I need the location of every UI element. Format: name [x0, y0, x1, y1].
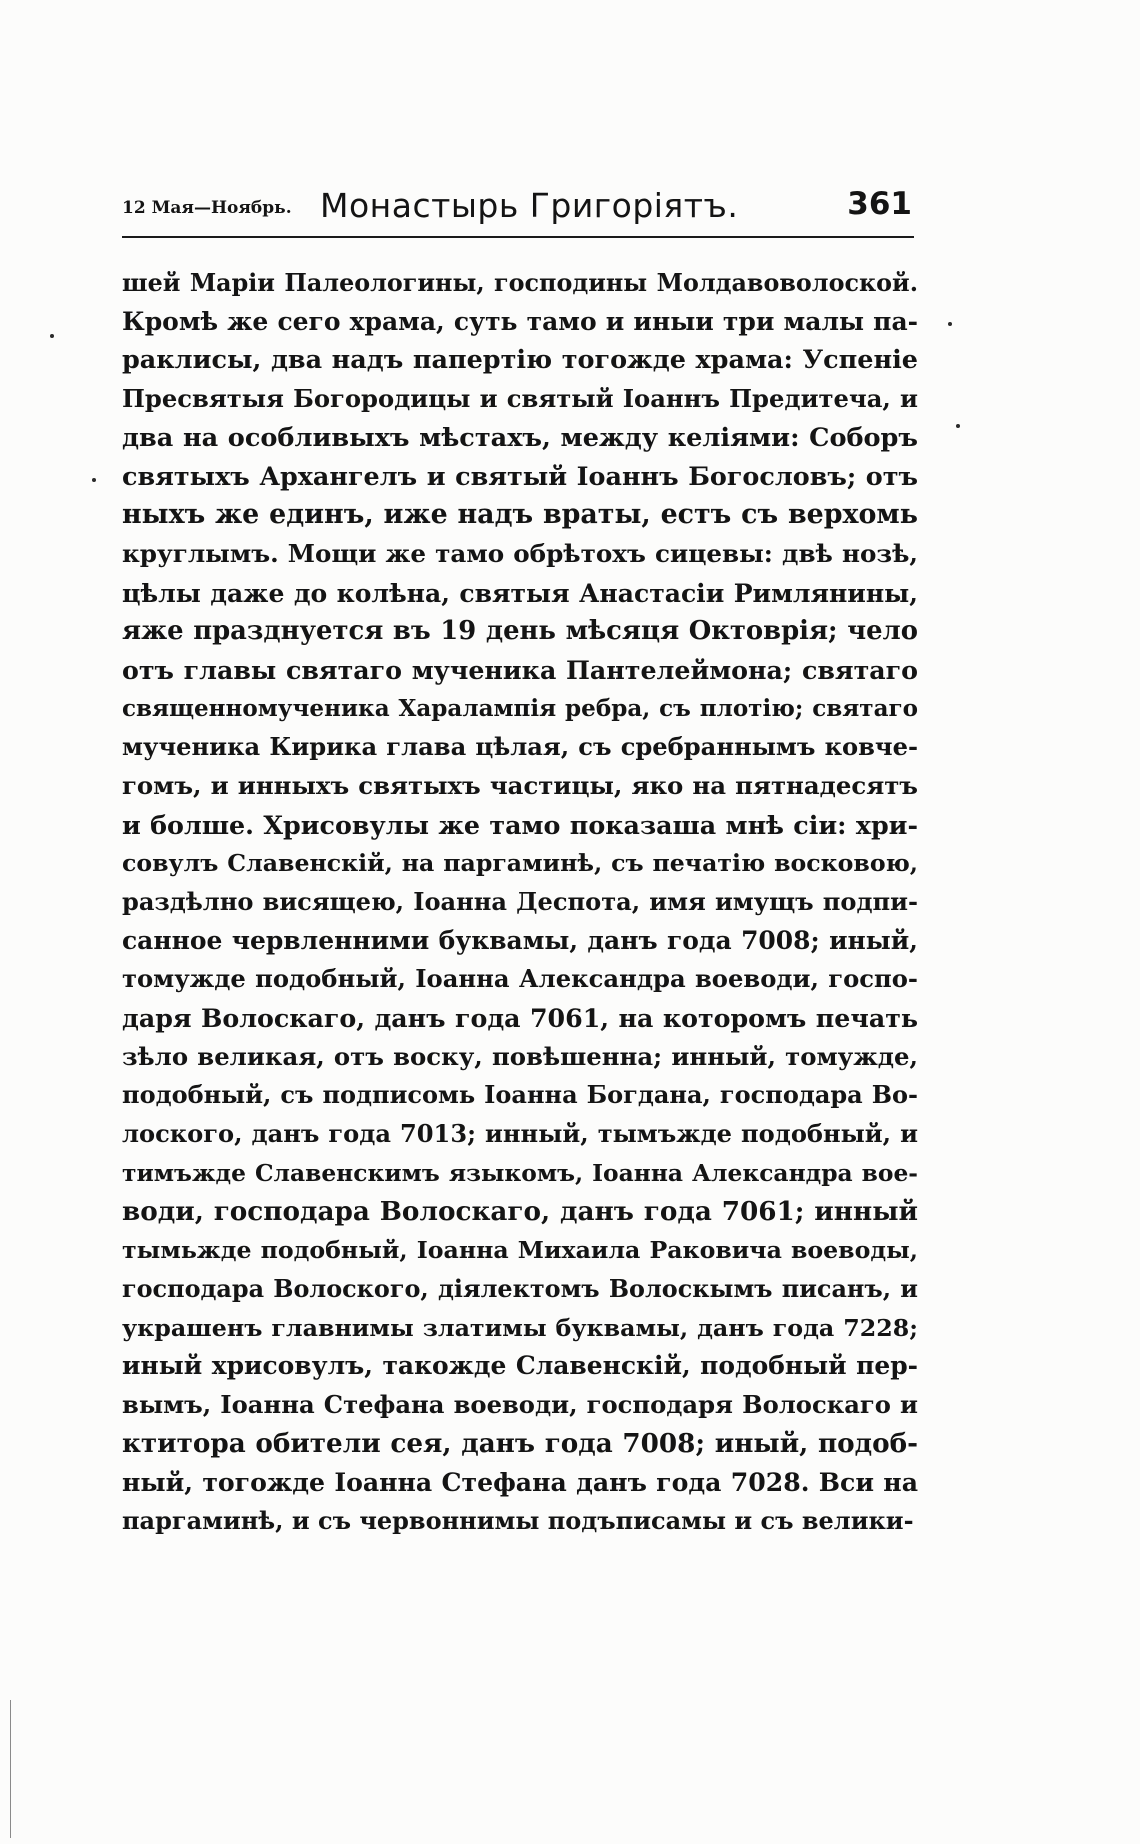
text-line: санное червленними буквамы, данъ года 7008; иный,	[122, 925, 918, 955]
text-line: подобный, съ подписомь Іоанна Богдана, господара Во-	[122, 1080, 918, 1110]
text-line: зѣло великая, отъ воску, повѣшенна; инный, томужде,	[122, 1041, 918, 1071]
text-line: паргаминѣ, и съ червоннимы подъписамы и съ велики-	[122, 1506, 914, 1535]
text-line: два на особливыхъ мѣстахъ, между келіями: Соборъ	[122, 422, 918, 453]
text-line: ктитора обители сея, данъ года 7008; иный, подоб-	[122, 1427, 918, 1459]
text-line: круглымъ. Мощи же тамо обрѣтохъ сицевы: двѣ нозѣ,	[122, 538, 918, 568]
text-line: томужде подобный, Іоанна Александра воеводи, госпо-	[122, 964, 918, 994]
text-line: лоского, данъ года 7013; инный, тымъжде подобный, и	[122, 1119, 918, 1149]
text-line: яже празднуется въ 19 день мѣсяця Октоврія; чело	[122, 616, 918, 647]
margin-speck	[956, 424, 960, 428]
text-line: води, господара Волоскаго, данъ года 7061; инный	[122, 1195, 918, 1227]
text-line: ныхъ же единъ, иже надъ враты, естъ съ верхомь	[122, 499, 918, 531]
text-line: раздѣлно висящею, Іоанна Деспота, имя имущъ подпи-	[122, 887, 918, 916]
text-line: совулъ Славенскій, на паргаминѣ, съ печатію восковою,	[122, 849, 918, 878]
text-line: Пресвятыя Богородицы и святый Іоаннъ Предитеча, и	[122, 384, 918, 414]
text-line: тимъжде Славенскимъ языкомъ, Іоанна Александра вое-	[122, 1158, 918, 1187]
running-title: Монастырь Григоріятъ.	[320, 186, 739, 225]
page-number: 361	[847, 186, 912, 222]
date-range: 12 Мая—Ноябрь.	[122, 198, 292, 218]
text-line: святыхъ Архангелъ и святый Іоаннъ Богословъ; отъ	[122, 461, 918, 492]
text-line: священномученика Харалампія ребра, съ плотію; святаго	[122, 694, 918, 722]
text-line: раклисы, два надъ папертію тогожде храма: Успеніе	[122, 345, 918, 376]
margin-speck	[50, 334, 54, 338]
text-line: украшенъ главнимы златимы буквамы, данъ года 7228;	[122, 1313, 918, 1342]
text-line: цѣлы даже до колѣна, святыя Анастасіи Римлянины,	[122, 577, 918, 608]
page-header	[122, 186, 918, 234]
text-line: и болше. Хрисовулы же тамо показаша мнѣ сіи: хри-	[122, 809, 918, 840]
margin-speck	[948, 322, 952, 326]
text-line: мученика Кирика глава цѣлая, съ сребраннымъ ковче-	[122, 732, 918, 762]
text-line: гомъ, и инныхъ святыхъ частицы, яко на пятнадесятъ	[122, 770, 918, 800]
text-line: господара Волоского, діялектомъ Волоскымъ писанъ, и	[122, 1274, 918, 1303]
text-line: Кромѣ же сего храма, суть тамо и иныи три малы па-	[122, 306, 918, 336]
body-text	[122, 264, 918, 1541]
text-line: отъ главы святаго мученика Пантелеймона; святаго	[122, 654, 918, 685]
text-line: тымьжде подобный, Іоанна Михаила Раковича воеводы,	[122, 1236, 918, 1265]
scan-gutter-line	[10, 1700, 11, 1838]
header-rule	[122, 236, 914, 238]
text-line: вымъ, Іоанна Стефана воеводи, господаря Волоскаго и	[122, 1389, 918, 1419]
text-line: ный, тогожде Іоанна Стефана данъ года 7028. Вси на	[122, 1467, 918, 1498]
text-line: иный хрисовулъ, такожде Славенскій, подобный пер-	[122, 1351, 918, 1381]
text-line: даря Волоскаго, данъ года 7061, на которомъ печать	[122, 1003, 918, 1034]
margin-speck	[92, 478, 96, 482]
text-line: шей Маріи Палеологины, господины Молдавоволоской.	[122, 269, 918, 297]
